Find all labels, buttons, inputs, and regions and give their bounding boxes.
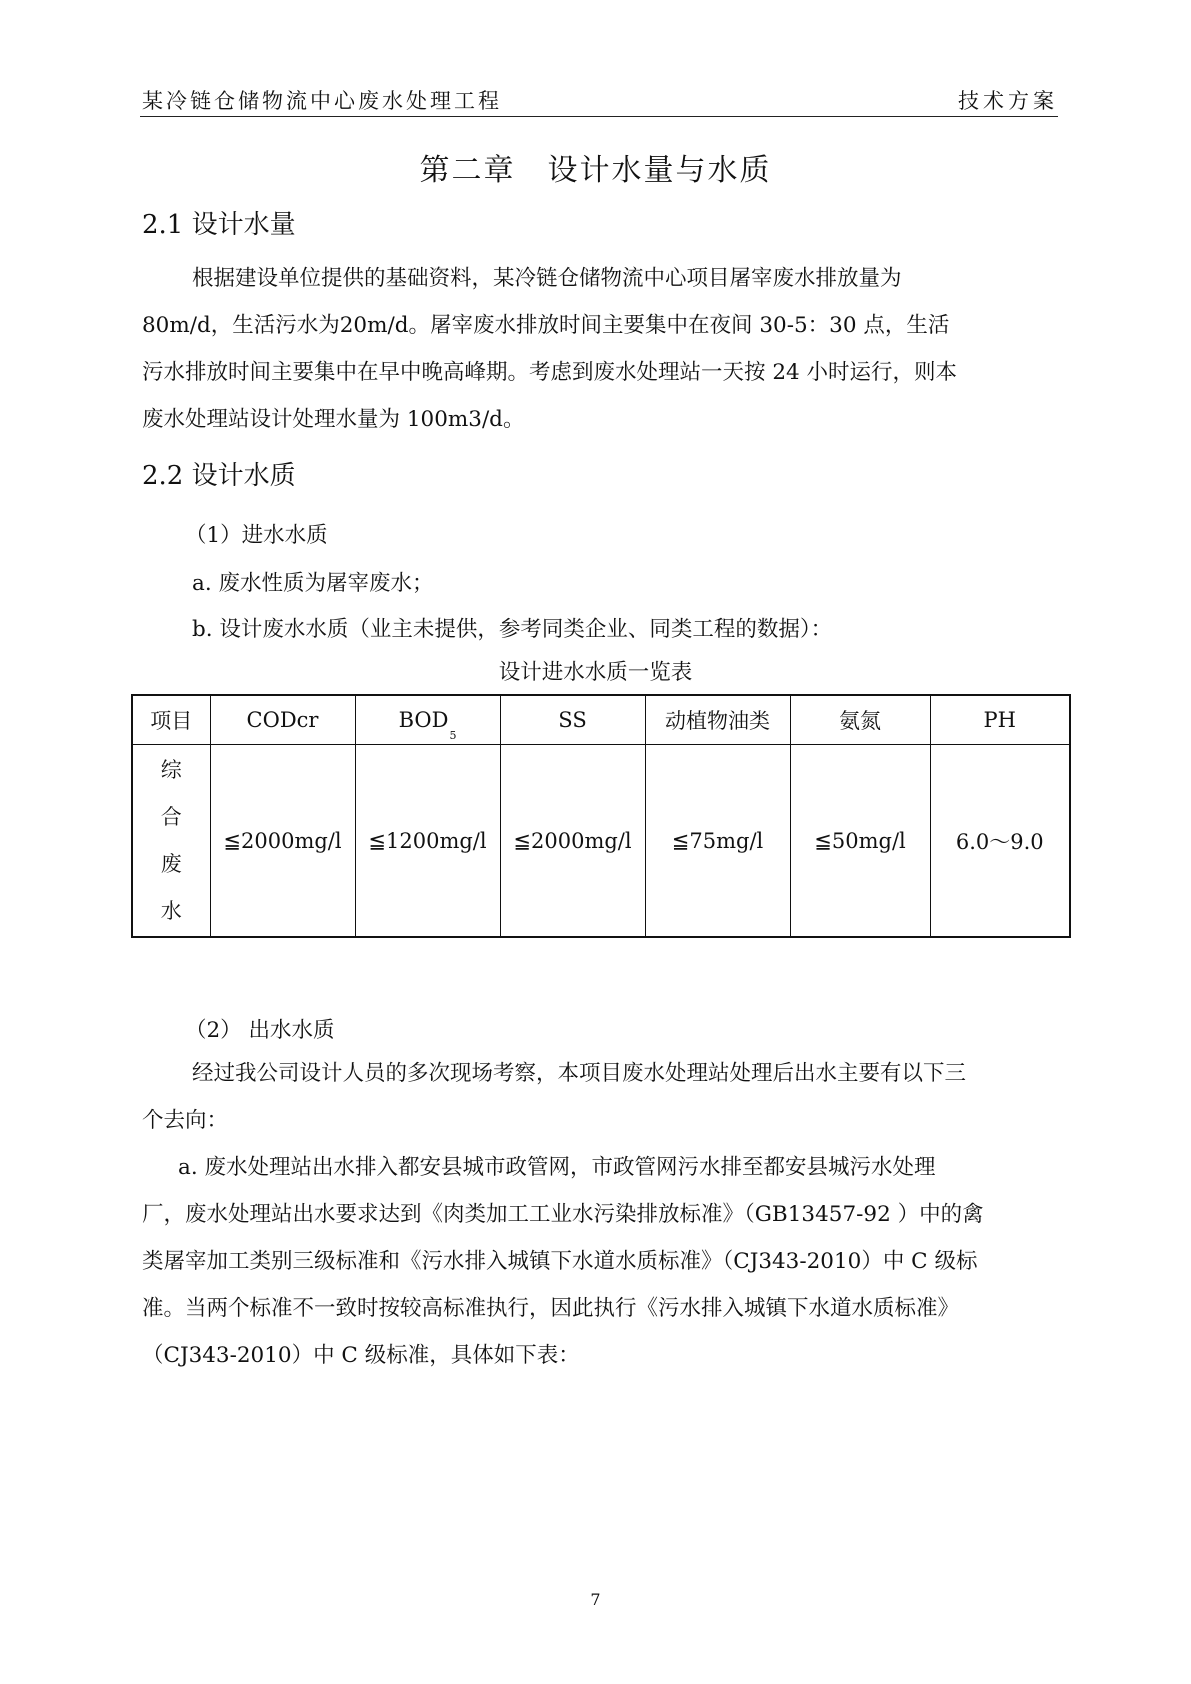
paragraph-line: 根据建设单位提供的基础资料，某冷链仓储物流中心项目屠宰废水排放量为: [192, 266, 902, 291]
paragraph-line: 类屠宰加工类别三级标准和《污水排入城镇下水道水质标准》（CJ343-2010）中 C 级标: [142, 1249, 978, 1274]
paragraph-line: 废水处理站设计处理水量为 100m3/d。: [142, 407, 525, 432]
section-2-1-paragraph: [142, 255, 1058, 443]
chapter-title: 第二章 设计水量与水质: [419, 153, 772, 188]
value-cell: ≦1200mg/l: [355, 745, 500, 938]
outflow-paragraph-2: [142, 1144, 1058, 1379]
header-cell: PH: [930, 695, 1070, 745]
value-cell: ≦50mg/l: [790, 745, 930, 938]
table-row: [132, 745, 1070, 938]
table-caption: 设计进水水质一览表: [498, 660, 693, 685]
row-label-char: 废: [160, 851, 182, 876]
paragraph-line: 污水排放时间主要集中在早中晚高峰期。考虑到废水处理站一天按 24 小时运行，则本: [142, 360, 958, 385]
row-label-char: 水: [160, 898, 182, 923]
header-divider: [140, 116, 1058, 117]
bod-subscript: 5: [449, 729, 457, 742]
row-label-char: 合: [160, 804, 182, 829]
page-header-right: 技术方案: [958, 89, 1058, 113]
outflow-paragraph-1: [142, 1050, 1058, 1144]
paragraph-line: 厂，废水处理站出水要求达到《肉类加工工业水污染排放标准》（GB13457-92 ）中的禽: [142, 1202, 984, 1227]
header-cell: CODcr: [210, 695, 355, 745]
bod-label: BOD: [398, 708, 449, 732]
paragraph-line: 个去向：: [142, 1108, 229, 1133]
header-cell: [355, 695, 500, 745]
page-number: 7: [590, 1590, 601, 1609]
paragraph-line: 80m/d，生活污水为20m/d。屠宰废水排放时间主要集中在夜间 30-5：30 点，生活: [142, 313, 950, 338]
row-label-cell: [132, 745, 210, 938]
value-cell: 6.0～9.0: [930, 745, 1070, 938]
inflow-quality-table: [131, 694, 1071, 938]
header-cell: SS: [500, 695, 645, 745]
value-cell: ≦75mg/l: [645, 745, 790, 938]
page-header-left: 某冷链仓储物流中心废水处理工程: [142, 89, 502, 113]
paragraph-line: （CJ343-2010）中 C 级标准，具体如下表：: [142, 1343, 580, 1368]
section-heading-2-2: 2.2 设计水质: [142, 461, 296, 491]
header-cell: 氨氮: [790, 695, 930, 745]
value-cell: ≦2000mg/l: [500, 745, 645, 938]
inflow-quality-label: （1）进水水质: [185, 523, 328, 548]
section-heading-2-1: 2.1 设计水量: [142, 210, 296, 240]
outflow-quality-label: （2） 出水水质: [185, 1018, 335, 1043]
table-header-row: [132, 695, 1070, 745]
value-cell: ≦2000mg/l: [210, 745, 355, 938]
design-quality-note: b. 设计废水水质（业主未提供，参考同类企业、同类工程的数据）：: [192, 617, 833, 642]
paragraph-line: 准。当两个标准不一致时按较高标准执行，因此执行《污水排入城镇下水道水质标准》: [142, 1296, 960, 1321]
header-cell: 动植物油类: [645, 695, 790, 745]
header-cell: 项目: [132, 695, 210, 745]
wastewater-nature: a. 废水性质为屠宰废水；: [192, 571, 434, 596]
paragraph-line: a. 废水处理站出水排入都安县城市政管网，市政管网污水排至都安县城污水处理: [178, 1155, 936, 1180]
paragraph-line: 经过我公司设计人员的多次现场考察，本项目废水处理站处理后出水主要有以下三: [192, 1061, 967, 1086]
row-label-char: 综: [160, 757, 182, 782]
